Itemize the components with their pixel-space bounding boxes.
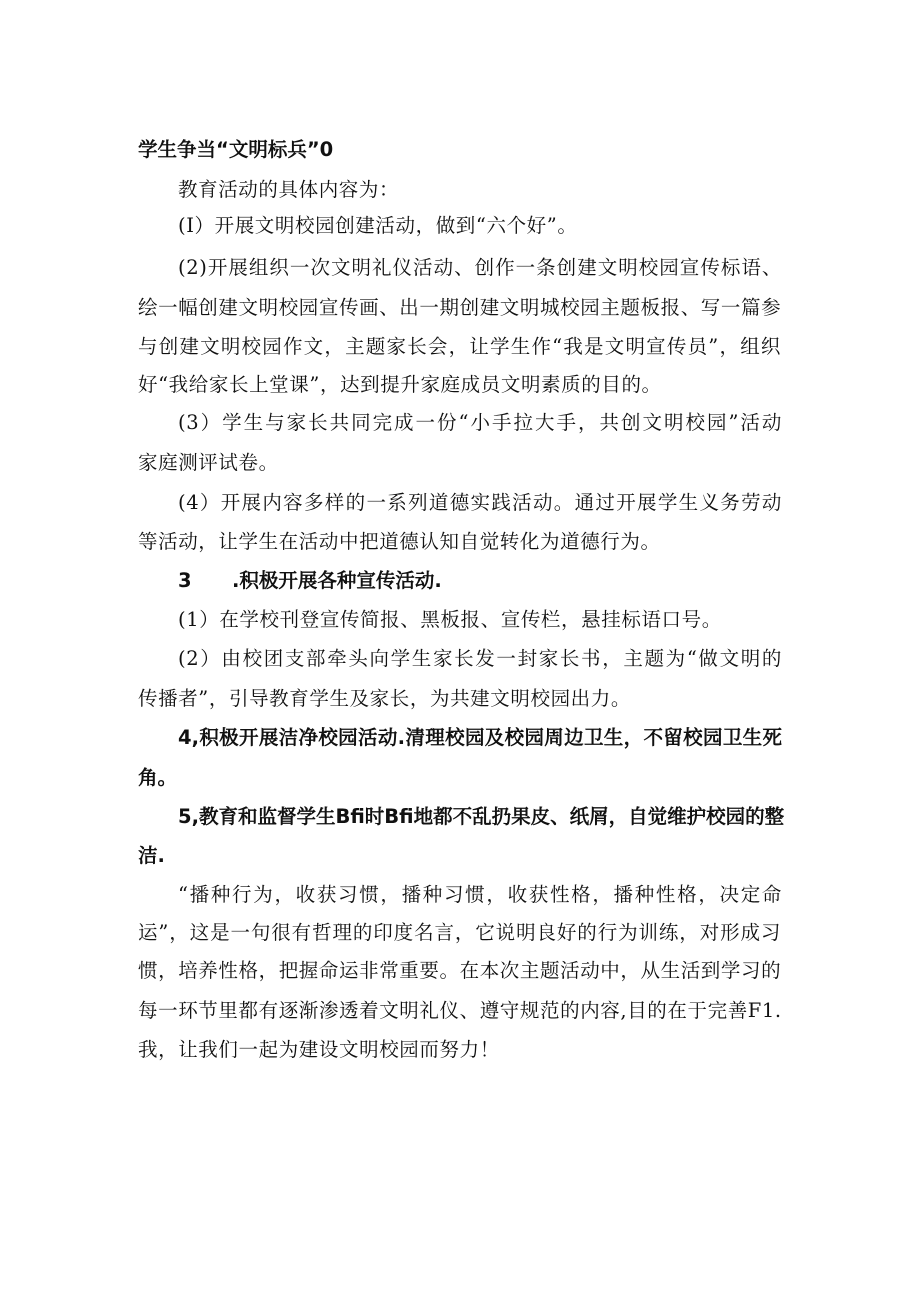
text-line: 运”，这是一句很有哲理的印度名言，它说明良好的行为训练，对形成习 (138, 921, 781, 944)
paragraph-line (138, 1037, 500, 1063)
paragraph-line (138, 372, 662, 398)
text-line: 5,教育和监督学生Bfi时Bfi地都不乱扔果皮、纸屑，自觉维护校园的整 (178, 805, 785, 828)
list-item-1 (178, 213, 577, 239)
quote-line (178, 882, 782, 908)
text-line: 4,积极开展洁净校园活动.清理校园及校园周边卫生，不留校园卫生死 (178, 726, 782, 749)
text-line: 传播者”，引导教育学生及家长，为共建文明校园出力。 (138, 687, 631, 710)
paragraph-line (138, 998, 781, 1024)
section-heading-4 (178, 725, 782, 751)
text-line: (2)开展组织一次文明礼仪活动、创作一条创建文明校园宣传标语、 (178, 256, 782, 279)
paragraph-line (138, 450, 279, 476)
paragraph-line (138, 334, 781, 360)
heading-line (138, 137, 333, 163)
paragraph-line (178, 177, 399, 203)
text-line: 洁. (138, 844, 165, 867)
paragraph-line (138, 958, 781, 984)
list-item-2 (178, 646, 782, 672)
section-heading-4-cont (138, 765, 177, 791)
text-line: (3）学生与家长共同完成一份“小手拉大手，共创文明校园”活动 (178, 411, 782, 434)
list-item-4 (178, 490, 782, 516)
text-line: (1）在学校刊登宣传简报、黑板报、宣传栏，悬挂标语口号。 (178, 608, 722, 631)
section-title: .积极开展各种宣传活动. (232, 569, 442, 592)
list-item-3 (178, 410, 782, 436)
paragraph-line (138, 529, 661, 555)
paragraph-line (138, 686, 631, 712)
section-heading-5 (178, 804, 785, 830)
text-line: (2）由校团支部牵头向学生家长发一封家长书，主题为“做文明的 (178, 647, 782, 670)
text-line: 与创建文明校园作文，主题家长会，让学生作“我是文明宣传员”，组织 (138, 335, 781, 358)
text-line: 教育活动的具体内容为： (178, 178, 400, 201)
text-line: 每一环节里都有逐渐渗透着文明礼仪、遵守规范的内容,目的在于完善F1. (138, 999, 782, 1022)
text-line: 绘一幅创建文明校园宣传画、出一期创建文明城校园主题板报、写一篇参 (138, 296, 782, 319)
section-number: 3 (178, 569, 192, 592)
paragraph-line (138, 920, 781, 946)
text-line: 好“我给家长上堂课”，达到提升家庭成员文明素质的目的。 (138, 373, 662, 396)
list-item-2 (178, 255, 782, 281)
text-line: 角。 (138, 766, 178, 789)
paragraph-line (138, 295, 781, 321)
text-line: (I）开展文明校园创建活动，做到“六个好”。 (178, 214, 578, 237)
text-line: 等活动，让学生在活动中把道德认知自觉转化为道德行为。 (138, 530, 661, 553)
text-line: 学生争当“文明标兵”0 (138, 138, 334, 161)
text-line: “播种行为，收获习惯，播种习惯，收获性格，播种性格，决定命 (178, 883, 782, 906)
section-heading-5-cont (138, 843, 165, 869)
text-line: 我，让我们一起为建设文明校园而努力！ (138, 1038, 500, 1061)
text-line: 惯，培养性格，把握命运非常重要。在本次主题活动中，从生活到学习的 (138, 959, 782, 982)
text-line: (4）开展内容多样的一系列道德实践活动。通过开展学生义务劳动 (178, 491, 782, 514)
text-line: 家庭测评试卷。 (138, 451, 279, 474)
list-item-1 (178, 607, 722, 633)
